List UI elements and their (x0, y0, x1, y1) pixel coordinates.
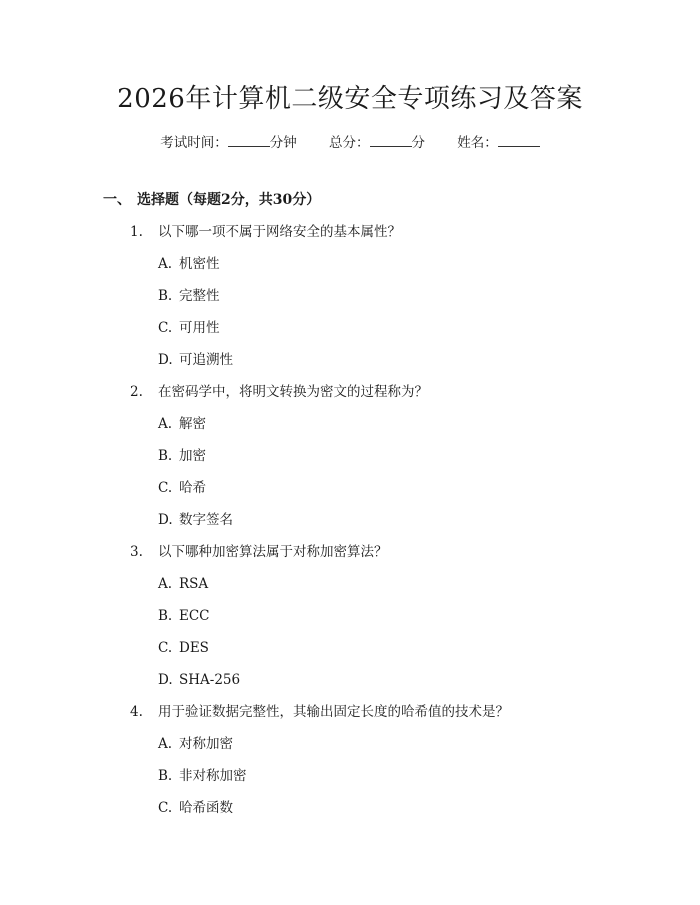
option-item (158, 638, 209, 658)
option-text: RSA (179, 576, 209, 592)
question-number: 1. (130, 224, 143, 240)
option-item (158, 446, 206, 466)
total-score-blank (370, 132, 412, 147)
option-text: 加密 (179, 448, 206, 464)
question-3 (130, 542, 388, 562)
total-score-unit: 分 (411, 135, 425, 151)
option-text: 对称加密 (179, 736, 233, 752)
option-item (158, 254, 220, 274)
section-title: 选择题（每题2分，共30分） (137, 192, 321, 208)
option-letter: C. (158, 480, 173, 496)
option-text: 哈希函数 (179, 800, 233, 816)
option-item (158, 670, 240, 690)
option-item (158, 574, 208, 594)
option-letter: D. (158, 672, 173, 688)
question-2 (130, 382, 428, 402)
question-number: 3. (130, 544, 143, 560)
option-text: SHA-256 (179, 672, 241, 688)
option-text: DES (179, 640, 209, 656)
option-text: 哈希 (179, 480, 206, 496)
option-letter: C. (158, 800, 173, 816)
option-letter: B. (158, 768, 173, 784)
exam-time-label: 考试时间： (160, 135, 228, 151)
exam-time-unit: 分钟 (269, 135, 297, 151)
total-score-field (329, 132, 425, 153)
option-item (158, 734, 233, 754)
option-letter: A. (158, 416, 173, 432)
question-text: 用于验证数据完整性，其输出固定长度的哈希值的技术是？ (158, 704, 509, 720)
option-letter: C. (158, 320, 173, 336)
name-field (457, 132, 540, 153)
exam-time-blank (228, 132, 270, 147)
option-letter: C. (158, 640, 173, 656)
option-letter: D. (158, 512, 173, 528)
option-item (158, 318, 220, 338)
option-text: 数字签名 (179, 512, 233, 528)
option-text: ECC (179, 608, 210, 624)
option-letter: B. (158, 448, 173, 464)
option-text: 可追溯性 (179, 352, 233, 368)
option-item (158, 478, 206, 498)
question-number: 4. (130, 704, 143, 720)
page-title: 2026年计算机二级安全专项练习及答案 (117, 84, 583, 114)
section-number: 一、 (103, 192, 131, 208)
option-letter: B. (158, 288, 173, 304)
question-text: 在密码学中，将明文转换为密文的过程称为？ (158, 384, 428, 400)
question-4 (130, 702, 509, 722)
total-score-label: 总分： (329, 135, 370, 151)
option-letter: A. (158, 736, 173, 752)
option-text: 机密性 (179, 256, 220, 272)
option-item (158, 510, 233, 530)
option-letter: B. (158, 608, 173, 624)
option-letter: A. (158, 576, 173, 592)
option-item (158, 606, 210, 626)
option-letter: A. (158, 256, 173, 272)
exam-meta-line (0, 132, 700, 153)
question-text: 以下哪一项不属于网络安全的基本属性？ (158, 224, 401, 240)
question-number: 2. (130, 384, 143, 400)
question-text: 以下哪种加密算法属于对称加密算法？ (158, 544, 388, 560)
option-text: 解密 (179, 416, 206, 432)
option-item (158, 414, 206, 434)
name-blank (498, 132, 540, 147)
option-text: 非对称加密 (179, 768, 247, 784)
option-text: 完整性 (179, 288, 220, 304)
option-letter: D. (158, 352, 173, 368)
option-item (158, 350, 233, 370)
exam-time-field (160, 132, 297, 153)
question-1 (130, 222, 401, 242)
name-label: 姓名： (457, 135, 498, 151)
section-heading (103, 190, 320, 210)
option-item (158, 286, 220, 306)
option-item (158, 798, 233, 818)
option-item (158, 766, 247, 786)
option-text: 可用性 (179, 320, 220, 336)
